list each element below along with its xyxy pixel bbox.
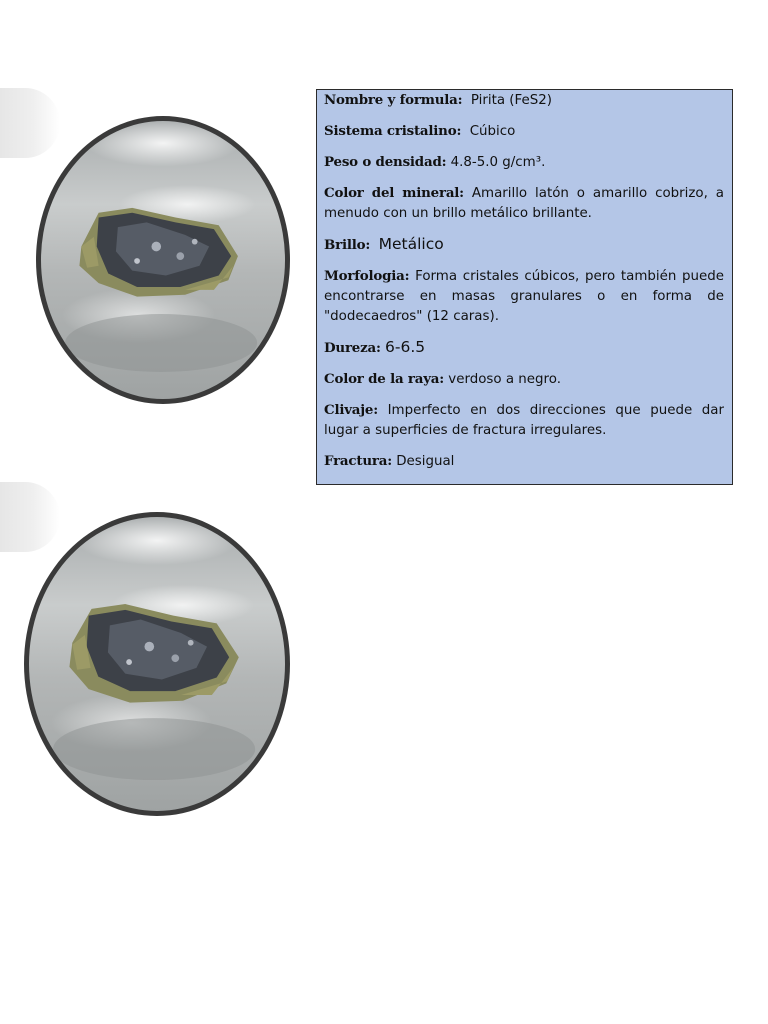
field-label: Morfologia:: [324, 268, 410, 284]
field-color: [324, 183, 724, 224]
field-morfologia: [324, 266, 724, 327]
field-label: Sistema cristalino:: [324, 123, 462, 139]
pyrite-photo-bottom: [24, 512, 290, 816]
field-value: Pirita (FeS2): [470, 93, 552, 108]
pyrite-specimen-drawing: [29, 517, 285, 811]
field-sistema: [324, 121, 724, 142]
field-raya: [324, 369, 724, 390]
field-label: Brillo:: [324, 237, 371, 253]
field-value: 6-6.5: [385, 338, 426, 356]
field-label: Nombre y formula:: [324, 92, 463, 108]
field-value: 4.8-5.0 g/cm³.: [450, 155, 546, 170]
field-label: Fractura:: [324, 453, 392, 469]
field-label: Dureza:: [324, 340, 381, 356]
field-fractura: [324, 451, 724, 472]
field-value: Cúbico: [469, 124, 516, 139]
field-value: verdoso a negro.: [448, 372, 561, 387]
field-brillo: [324, 234, 724, 256]
field-value: Imperfecto en dos direcciones que puede dar lugar a superficies de fractura irregulares.: [324, 403, 724, 438]
field-value: Desigual: [396, 454, 455, 469]
field-label: Peso o densidad:: [324, 154, 447, 170]
pyrite-photo-top: [36, 116, 290, 404]
field-dureza: [324, 337, 724, 359]
pyrite-specimen-drawing: [41, 121, 285, 399]
field-label: Color del mineral:: [324, 185, 464, 201]
field-value: Forma cristales cúbicos, pero también puede encontrarse en masas granulares o en forma de "dodecaedros" (12 caras).: [324, 269, 724, 324]
field-value: Amarillo latón o amarillo cobrizo, a menudo con un brillo metálico brillante.: [324, 186, 724, 221]
field-clivaje: [324, 400, 724, 441]
field-label: Clivaje:: [324, 402, 378, 418]
field-value: Metálico: [378, 235, 444, 253]
mineral-info-card: [316, 89, 733, 485]
field-densidad: [324, 152, 724, 173]
field-label: Color de la raya:: [324, 371, 445, 387]
field-nombre: [324, 90, 724, 111]
